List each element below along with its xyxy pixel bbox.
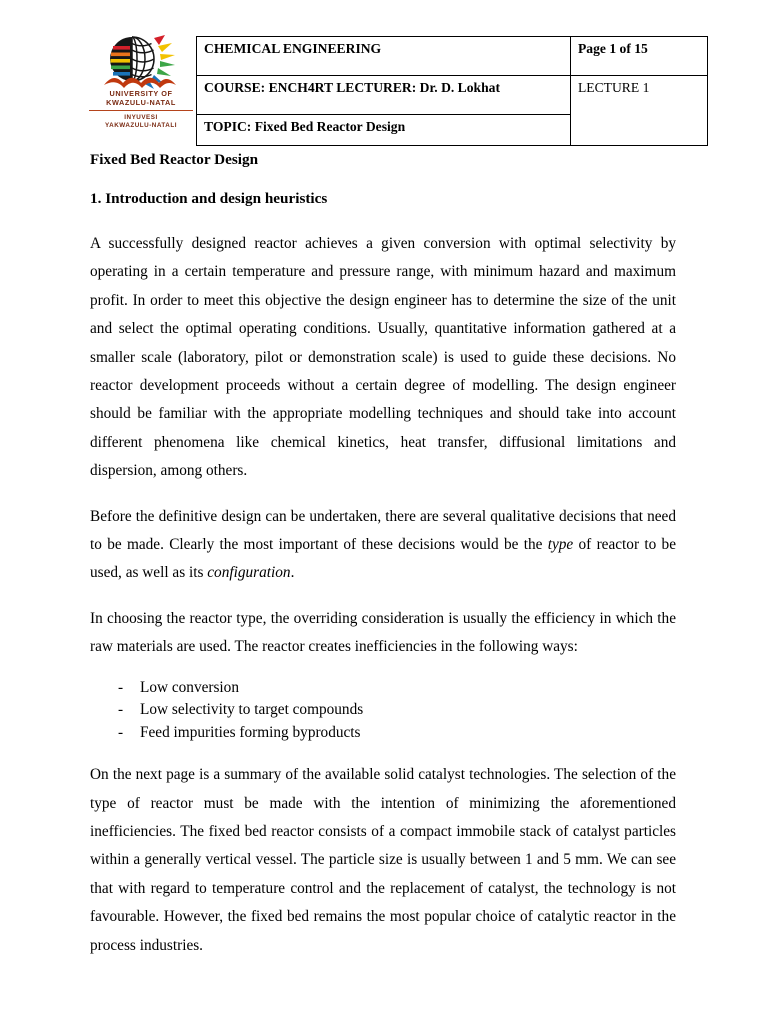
paragraph-text-part: . — [290, 564, 295, 582]
logo-divider — [89, 110, 193, 111]
list-item — [90, 677, 676, 700]
list-marker: - — [118, 678, 124, 696]
inefficiencies-list — [90, 677, 676, 745]
table-row — [197, 76, 708, 115]
ukzn-logo-mark — [96, 34, 188, 90]
paragraph-qualitative-decisions — [90, 503, 676, 588]
page-header — [0, 34, 768, 138]
logo-line-yakwazulu-natali: YAKWAZULU-NATALI — [105, 122, 177, 130]
ukzn-logo — [96, 34, 188, 138]
header-info-table — [196, 36, 708, 146]
paragraph-overview: A successfully designed reactor achieves a given conversion with optimal selectivity by operating in a certain temperature and pressure range, with minimum hazard and maximum profit. In order to meet this objective the design engineer has to determine the size of the unit and select the optimal operating conditions. Usually, quantitative information gathered at a smaller scale (laboratory, pilot or demonstration scale) is used to guide these decisions. No reactor development proceeds without a certain degree of modelling. The design engineer should be familiar with the appropriate modelling techniques and should take into account different phenomena like chemical kinetics, heat transfer, diffusional limitations and dispersion, among others. — [90, 235, 676, 480]
section-heading-introduction: 1. Introduction and design heuristics — [90, 190, 328, 207]
paragraph-text-part: of reactor to be used, as well as its — [90, 536, 676, 582]
paragraph-catalyst-technologies: On the next page is a summary of the available solid catalyst technologies. The selection of the type of reactor must be made with the intention of minimizing the aforementioned inefficiencies. The fixed bed reactor consists of a compact immobile stack of catalyst particles within a generally vertical vessel. The particle size is usually between 1 and 5 mm. We can see that with regard to temperature control and the replacement of catalyst, the technology is not favourable. However, the fixed bed remains the most popular choice of catalytic reactor in the process industries. — [90, 766, 676, 954]
paragraph-text-part: Before the definitive design can be undertaken, there are several qualitative decisions that need to be made. Clearly the most important of these decisions would be the — [90, 507, 676, 554]
cell-lecture-number: LECTURE 1 — [571, 76, 708, 146]
list-marker: - — [118, 723, 124, 741]
list-item-label: Low selectivity to target compounds — [140, 701, 364, 719]
emphasis-configuration: configuration — [207, 564, 291, 582]
cell-topic: TOPIC: Fixed Bed Reactor Design — [197, 115, 571, 146]
list-item — [90, 699, 676, 722]
logo-line-kwazulu-natal: KWAZULU-NATAL — [106, 98, 176, 108]
paragraph-reactor-efficiency: In choosing the reactor type, the overriding consideration is usually the efficiency in which the raw materials are used. The reactor creates inefficiencies in the following ways: — [90, 609, 676, 656]
list-marker: - — [118, 701, 124, 719]
logo-line-inyuvesi: INYUVESI — [124, 113, 158, 121]
document-body — [90, 150, 676, 960]
emphasis-type: type — [547, 536, 574, 554]
cell-page-number: Page 1 of 15 — [571, 37, 708, 76]
list-item — [90, 722, 676, 745]
list-item-label: Feed impurities forming byproducts — [140, 723, 361, 741]
table-row — [197, 37, 708, 76]
list-item-label: Low conversion — [140, 678, 239, 696]
cell-department: CHEMICAL ENGINEERING — [197, 37, 571, 76]
ukzn-logo-graphic — [96, 34, 188, 90]
page-title: Fixed Bed Reactor Design — [90, 151, 259, 168]
ukzn-logo-text — [87, 89, 195, 131]
cell-course-lecturer: COURSE: ENCH4RT LECTURER: Dr. D. Lokhat — [197, 76, 571, 115]
logo-line-university-of: UNIVERSITY OF — [109, 89, 173, 98]
